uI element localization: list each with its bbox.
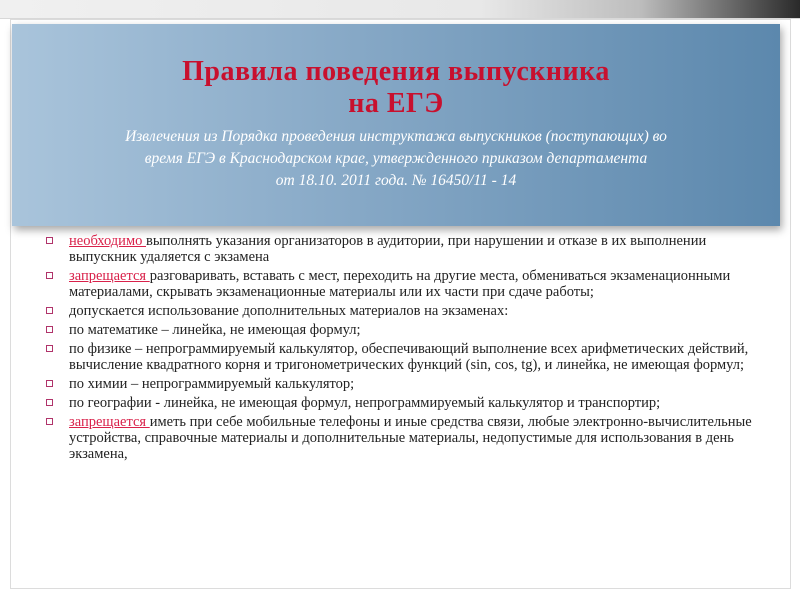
rule-item xyxy=(46,303,758,319)
title-banner xyxy=(12,24,780,226)
rule-keyword: необходимо xyxy=(69,233,146,249)
subtitle-line2: время ЕГЭ в Краснодарском крае, утвержденного приказом департамента xyxy=(144,150,648,167)
square-bullet-icon xyxy=(46,237,53,244)
subtitle-line3: от 18.10. 2011 года. № 16450/11 - 14 xyxy=(275,172,517,189)
rule-item xyxy=(46,268,758,300)
top-bar xyxy=(0,0,800,18)
rule-item xyxy=(46,233,758,265)
rule-item xyxy=(46,341,758,373)
rule-item xyxy=(46,395,758,411)
slide-title-line2: на ЕГЭ xyxy=(348,88,444,119)
square-bullet-icon xyxy=(46,418,53,425)
rule-text: по химии – непрограммируемый калькулятор; xyxy=(69,376,355,392)
slide-title-line1: Правила поведения выпускника xyxy=(182,56,610,87)
rules-content xyxy=(46,233,758,465)
rule-item xyxy=(46,376,758,392)
slide-subtitle xyxy=(42,126,750,192)
square-bullet-icon xyxy=(46,399,53,406)
rules-list xyxy=(46,233,758,462)
rule-text: по географии - линейка, не имеющая формул, непрограммируемый калькулятор и транспортир; xyxy=(69,395,661,411)
rule-keyword: запрещается xyxy=(69,268,150,284)
rule-text: разговаривать, вставать с мест, переходить на другие места, обмениваться экзаменационными материалами, скрывать экзаменационные материалы или их части при сдаче работы; xyxy=(69,268,731,300)
square-bullet-icon xyxy=(46,345,53,352)
rule-text: выполнять указания организаторов в аудитории, при нарушении и отказе в их выполнении выпускник удаляется с экзамена xyxy=(69,233,707,265)
rule-text: по математике – линейка, не имеющая формул; xyxy=(69,322,361,338)
rule-item xyxy=(46,414,758,462)
rule-text: допускается использование дополнительных материалов на экзаменах: xyxy=(69,303,509,319)
rule-text: по физике – непрограммируемый калькулятор, обеспечивающий выполнение всех арифметических действий, вычисление квадратного корня и тригонометрических функций (sin, cos, tg), и линейка, не имеющая формул; xyxy=(69,341,749,373)
rule-keyword: запрещается xyxy=(69,414,150,430)
square-bullet-icon xyxy=(46,307,53,314)
subtitle-line1: Извлечения из Порядка проведения инструктажа выпускников (поступающих) во xyxy=(125,128,667,145)
rule-text: иметь при себе мобильные телефоны и иные средства связи, любые электронно-вычислительные устройства, справочные материалы и дополнительные материалы, недопустимые для использования в день экзамена, xyxy=(69,414,752,462)
square-bullet-icon xyxy=(46,380,53,387)
rule-item xyxy=(46,322,758,338)
square-bullet-icon xyxy=(46,326,53,333)
slide-title xyxy=(12,56,780,120)
square-bullet-icon xyxy=(46,272,53,279)
